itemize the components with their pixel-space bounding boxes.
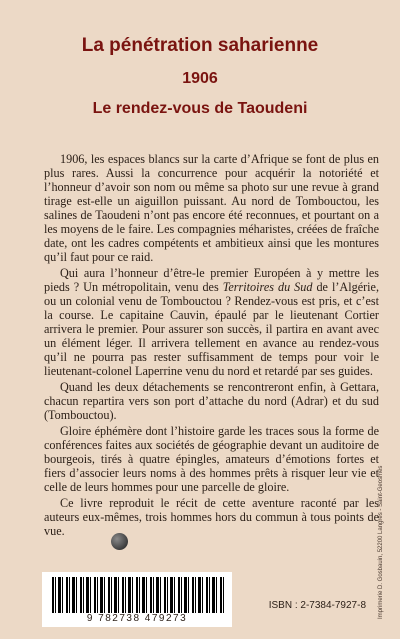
paragraph-4: Gloire éphémère dont l’histoire garde les traces sous la forme de conférences faites aux sociétés de géographie devant un auditoire de bourgeois, tirés à quatre épingles, amateurs d’émotions fortes et fiers d’associer leurs noms à des hommes prêts à risquer leur vie et celle de leurs hommes pour une parcelle de gloire.: [44, 424, 379, 494]
paragraph-2-italic: Territoires du Sud: [222, 280, 313, 294]
paragraph-3: Quand les deux détachements se rencontreront enfin, à Gettara, chacun repartira vers son port d’attache du nord (Adrar) et du sud (Tombouctou).: [44, 380, 379, 422]
paragraph-2-end: de l’Algérie, ou un colonial venu de Tombouctou ? Rendez-vous est pris, et c’est la course. Le capitaine Cauvin, épaulé par le lieutenant Cortier arrivera le premier. Pour assurer son succès, il partira en avant avec un élément léger. Il arrivera tellement en avance au rendez-vous qu’il ne pourra pas rester suffisamment de temps pour voir le lieutenant-colonel Laperrine venu du nord et retardé par ses guides.: [44, 280, 380, 378]
barcode-bars: [52, 577, 224, 613]
printer-credit: Imprimerie D. Gosbauin, 52200 Langres - Saint-Geosmes: [378, 465, 384, 619]
book-title: La pénétration saharienne: [81, 35, 319, 56]
isbn: ISBN : 2-7384-7927-8: [268, 600, 366, 611]
paragraph-5: Ce livre reproduit le récit de cette aventure raconté par les auteurs eux-mêmes, trois hommes hors du commun à tous points de vue.: [44, 496, 379, 538]
paragraph-1: 1906, les espaces blancs sur la carte d’Afrique se font de plus en plus rares. Aussi la concurrence pour acquérir la notoriété et l’honneur d’avoir son nom ou même sa photo sur une revue à grand tirage est-elle un aiguillon puissant. Au nord de Tombouctou, les salines de Taoudeni n’ont pas encore été reconnues, et pourtant on a les moyens de le faire. Les compagnies méharistes, créées de fraîche date, ont les cadres compétents et ambitieux ainsi que les montures qu’il faut pour ce raid.: [44, 152, 379, 264]
paragraph-2: [44, 266, 379, 378]
book-year: 1906: [182, 70, 218, 87]
barcode: [42, 572, 232, 627]
barcode-number: 9 782738 479273: [86, 613, 188, 624]
back-cover-text: [44, 152, 379, 540]
title-block: [0, 34, 400, 119]
publisher-logo-icon: [111, 533, 128, 550]
paragraph-2-start: Qui aura l’honneur d’être-le premier Européen à y mettre les pieds ? Un métropolitain, venu des: [44, 266, 379, 294]
book-subtitle: Le rendez-vous de Taoudeni: [92, 100, 308, 117]
